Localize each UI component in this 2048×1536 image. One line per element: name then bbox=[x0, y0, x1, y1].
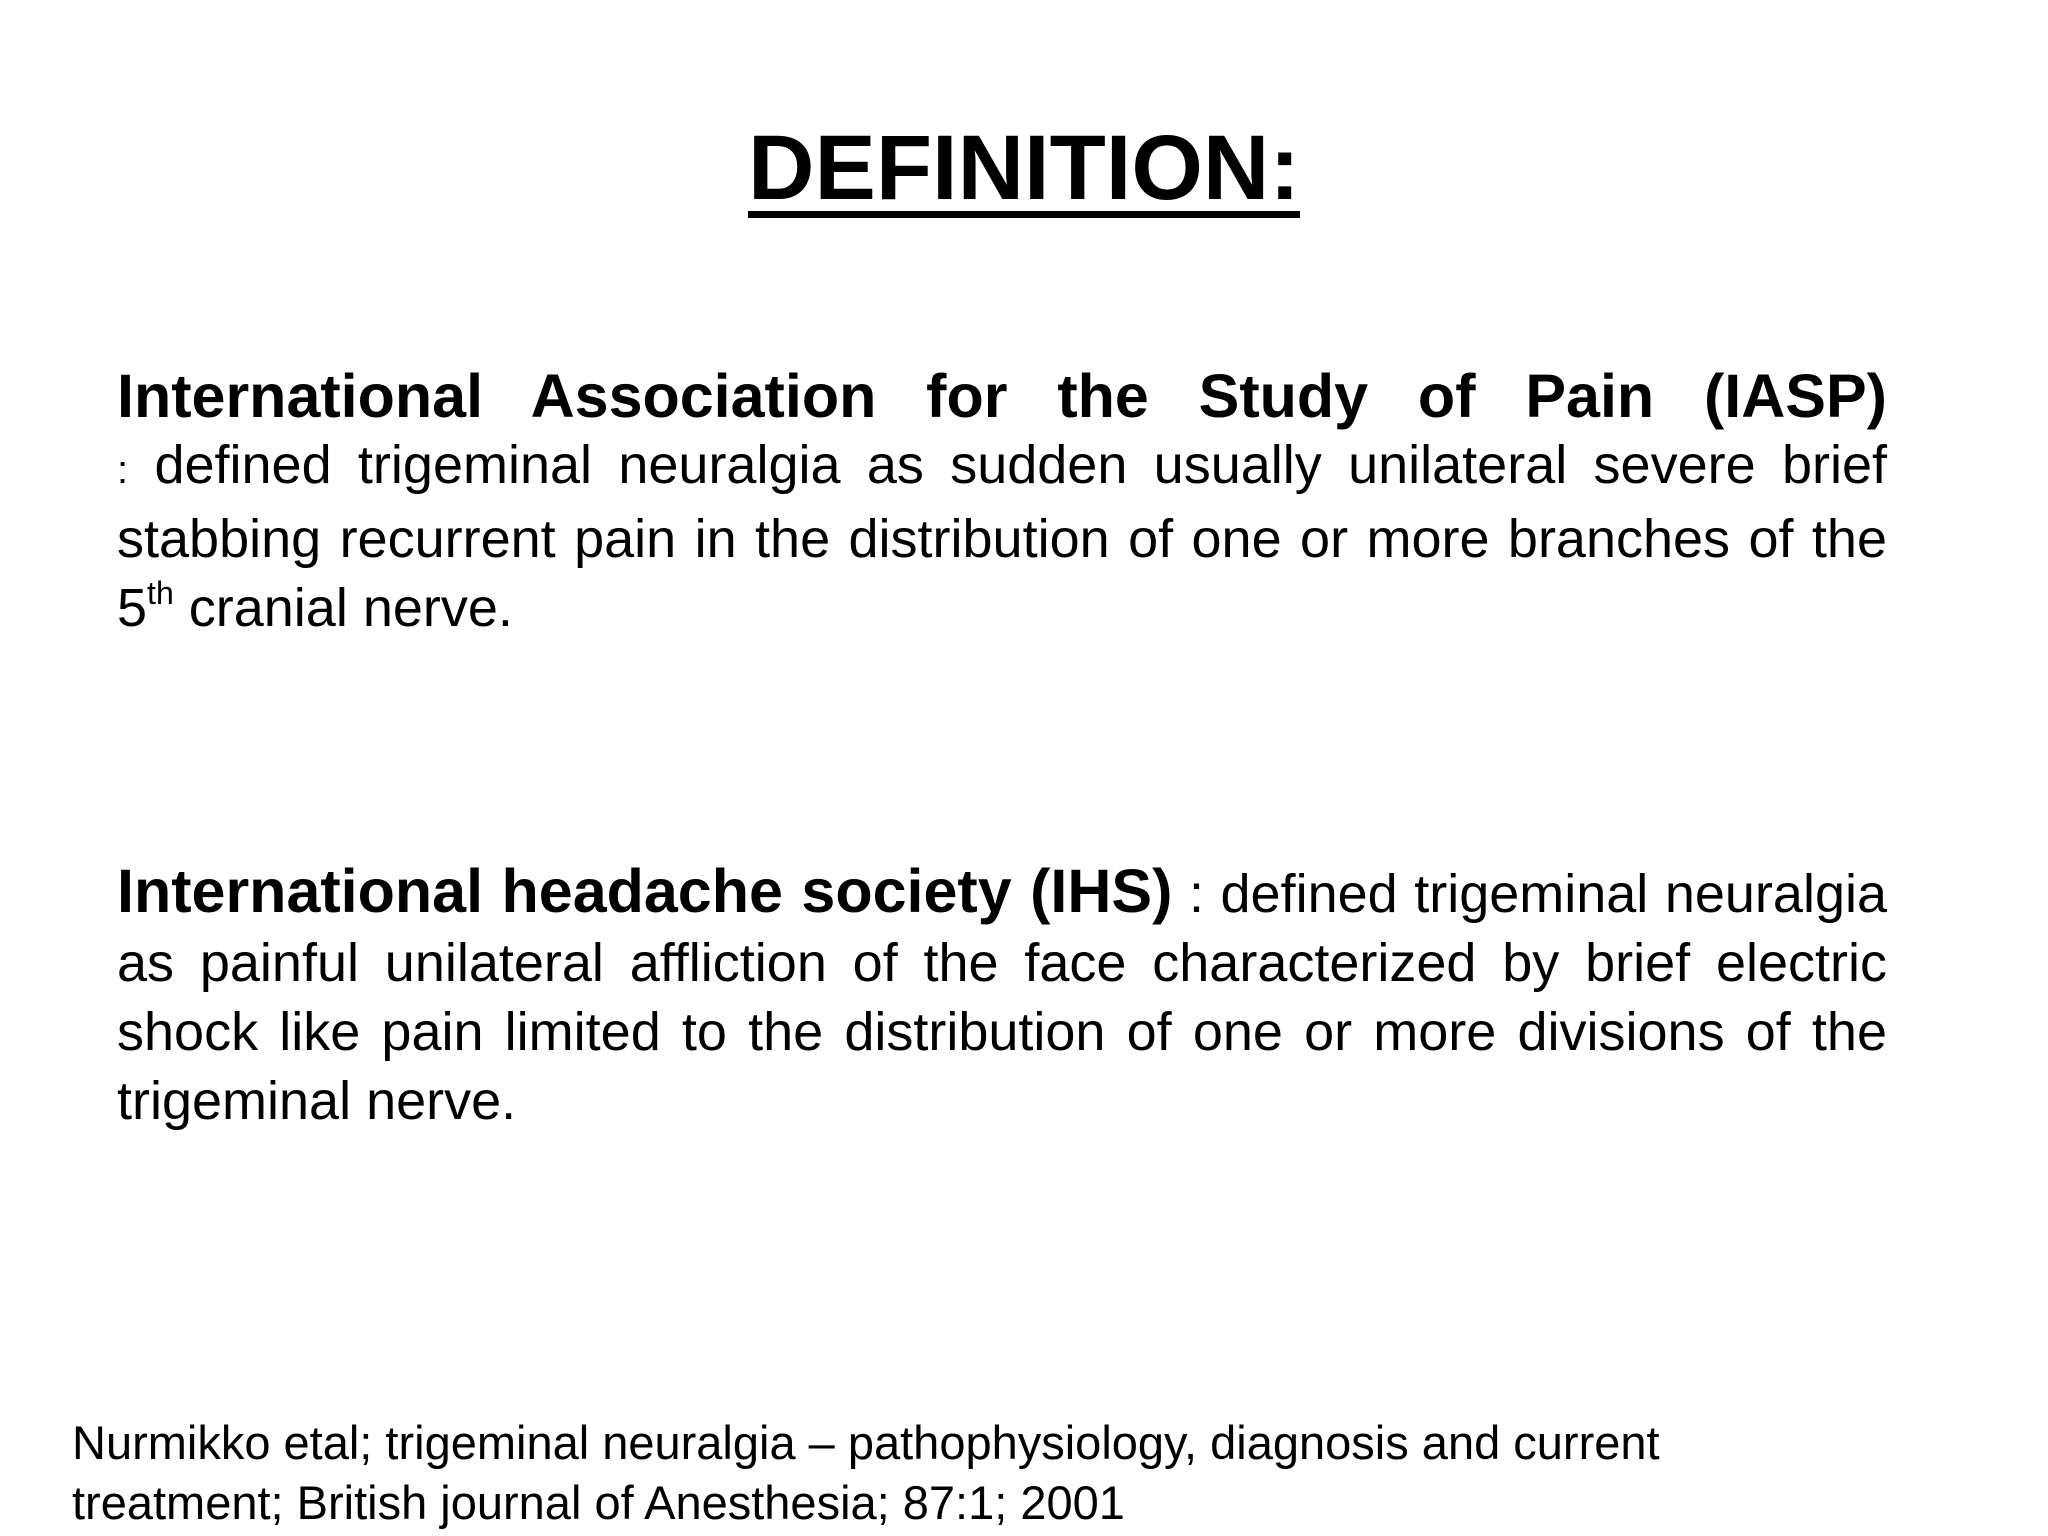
iasp-colon: : bbox=[117, 448, 129, 492]
slide-title bbox=[0, 118, 2048, 218]
citation bbox=[72, 1413, 1972, 1533]
ihs-colon: : bbox=[1188, 864, 1204, 924]
iasp-definition-text-end: cranial nerve. bbox=[173, 578, 513, 638]
ihs-definition-text: defined trigeminal neuralgia as painful unilateral affliction of the face characterized by brief electric shock like pain limited to the distribution of one or more divisions of the trigeminal nerve. bbox=[117, 864, 1887, 1131]
iasp-ordinal-superscript: th bbox=[147, 575, 174, 611]
slide-title-text: DEFINITION: bbox=[748, 117, 1300, 219]
ihs-heading: International headache society (IHS) bbox=[117, 857, 1173, 925]
citation-line-2: treatment; British journal of Anesthesia; 87:1; 2001 bbox=[72, 1476, 1125, 1529]
citation-line-1: Nurmikko etal; trigeminal neuralgia – pathophysiology, diagnosis and current bbox=[72, 1416, 1660, 1469]
iasp-definition bbox=[117, 362, 1887, 643]
ihs-definition bbox=[117, 857, 1887, 1136]
iasp-heading: International Association for the Study of Pain (IASP) bbox=[117, 362, 1887, 430]
iasp-definition-text: defined trigeminal neuralgia as sudden usually unilateral severe brief stabbing recurrent pain in the distribution of one or more branches of the 5 bbox=[117, 435, 1887, 638]
